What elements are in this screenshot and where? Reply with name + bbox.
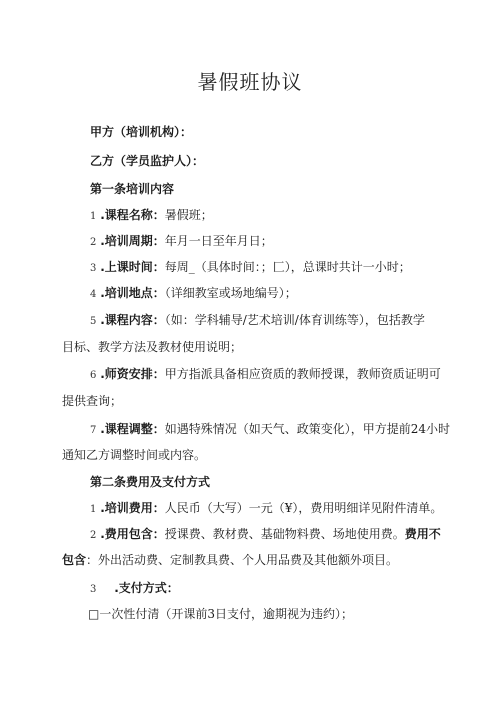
party-a-line: 甲方（培训机构）： — [90, 125, 193, 139]
item-text: （如：学科辅导/艺术培训/体育训练等），包括教学 — [164, 313, 425, 327]
item-text: 如遇特殊情况（如天气、政策变化），甲方提前24小时 — [164, 422, 451, 436]
item-number: 4 — [90, 289, 97, 300]
s2-item-2 — [90, 526, 441, 544]
section1-heading: 第一条培训内容 — [90, 182, 175, 196]
item-text: 年月一日至年月日； — [164, 234, 273, 248]
s1-item-7 — [90, 421, 450, 439]
s1-item-2 — [90, 233, 273, 251]
item-number: 5 — [90, 316, 97, 327]
item-number: 3 — [90, 584, 97, 595]
item-continued-text: ：外出活动费、定制教具费、个人用品费及其他额外项目。 — [86, 553, 399, 567]
item-label: .师资安排： — [100, 367, 165, 381]
s1-item-5-continued: 目标、教学方法及教材使用说明； — [62, 340, 243, 354]
item-label: .上课时间： — [100, 260, 165, 274]
item-label: .费用包含： — [100, 527, 165, 541]
item-text: 授课费、教材费、基础物料费、场地使用费。 — [164, 527, 405, 541]
item-number: 1 — [90, 211, 97, 222]
party-b-line: 乙方（学员监护人）： — [90, 154, 205, 168]
item-text: （详细教室或场地编号）； — [164, 286, 297, 300]
item-label: .培训费用： — [100, 501, 165, 515]
s2-item-2-continued — [62, 552, 398, 568]
item-label-secondary: 费用不 — [404, 527, 441, 541]
item-text: 暑假班； — [164, 208, 213, 222]
item-label: .课程名称： — [100, 208, 165, 222]
item-label: .培训地点： — [100, 286, 165, 300]
item-number: 2 — [90, 237, 97, 248]
item-number: 7 — [90, 425, 97, 436]
s1-item-6 — [90, 366, 441, 384]
item-label: .课程内容： — [100, 313, 165, 327]
item-number: 2 — [90, 530, 97, 541]
s2-item-1 — [90, 500, 442, 518]
item-number: 1 — [90, 504, 97, 515]
item-text: 人民币（大写）一元（¥），费用明细详见附件清单。 — [164, 501, 443, 515]
document-title: 暑假班协议 — [197, 70, 303, 94]
s2-item-3 — [90, 580, 179, 598]
s1-item-5 — [90, 312, 425, 330]
section2-heading: 第二条费用及支付方式 — [90, 475, 211, 489]
item-continued-label: 包含 — [62, 553, 87, 567]
item-label: .培训周期： — [100, 234, 165, 248]
item-text: 甲方指派具备相应资质的教师授课，教师资质证明可 — [164, 367, 441, 381]
item-label: .课程调整： — [100, 422, 165, 436]
s1-item-7-continued: 通知乙方调整时间或内容。 — [62, 448, 207, 462]
item-number: 3 — [90, 263, 97, 274]
item-text: 每周_（具体时间：；匚），总课时共计一小时； — [164, 260, 411, 274]
s1-item-4 — [90, 285, 297, 303]
s1-item-6-continued: 提供查询； — [62, 394, 123, 408]
s1-item-1 — [90, 207, 213, 225]
item-label: .支付方式： — [114, 581, 179, 595]
s1-item-3 — [90, 259, 411, 277]
item-number: 6 — [90, 370, 97, 381]
payment-option-lump-sum: □一次性付清（开课前3日支付，逾期视为违约）； — [88, 607, 353, 621]
